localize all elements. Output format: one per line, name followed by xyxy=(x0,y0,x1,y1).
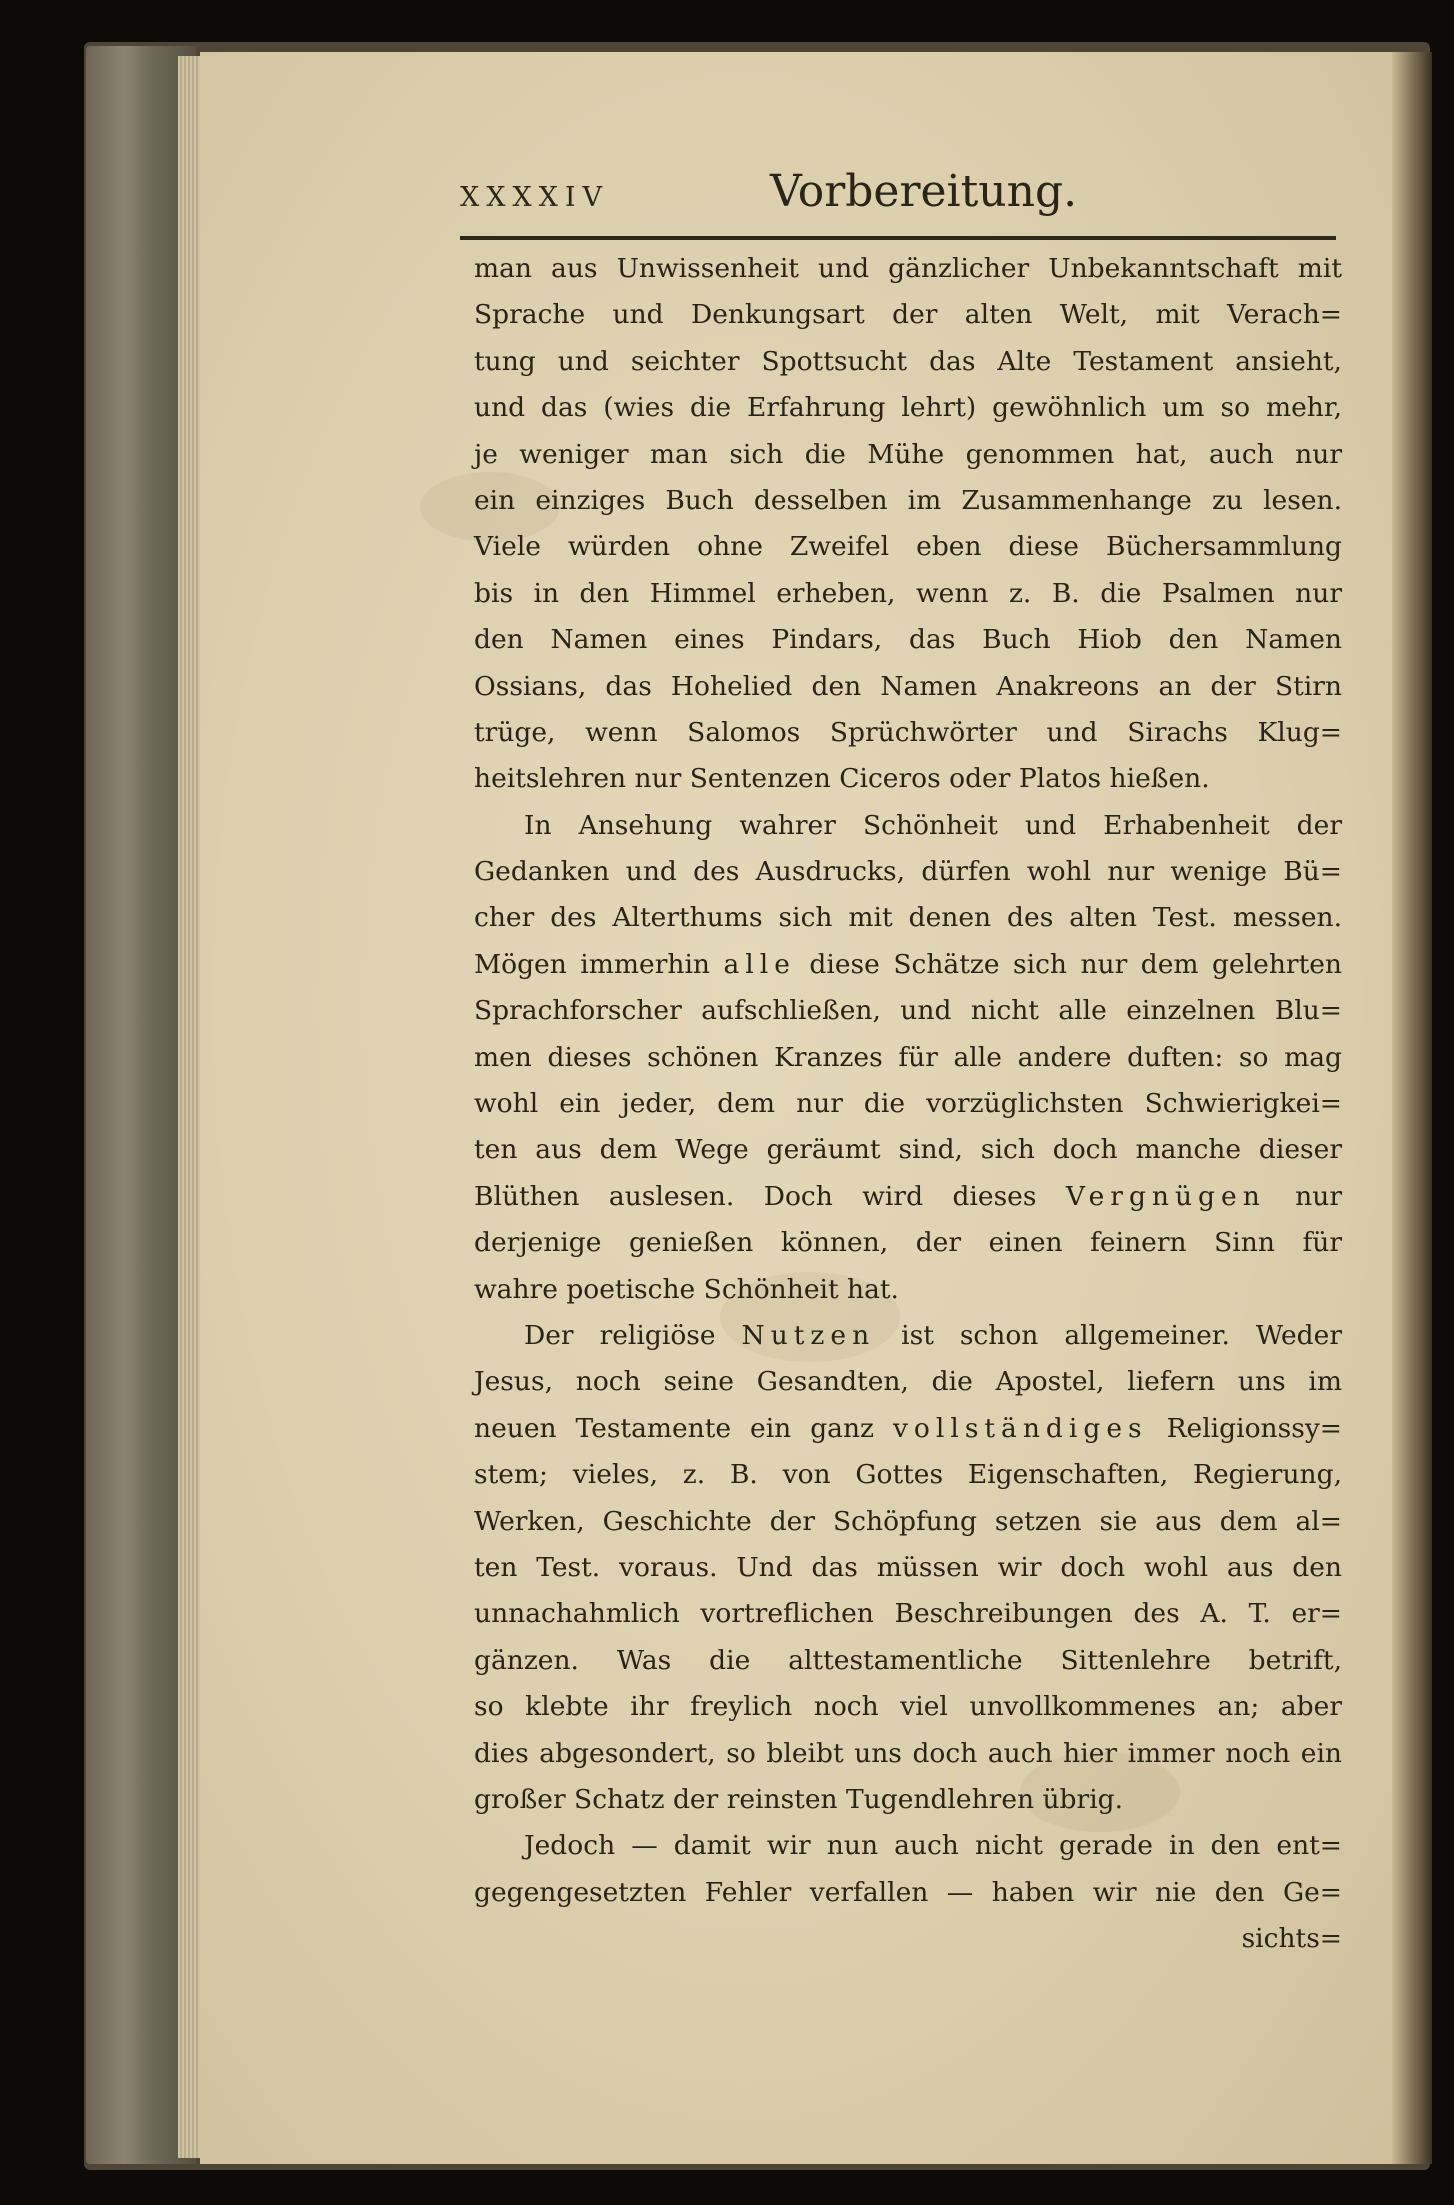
text-line: tung und seichter Spottsucht das Alte Testament ansieht, xyxy=(474,345,1342,377)
text-line xyxy=(474,1406,1342,1452)
text-run: neuen Testamente ein ganz xyxy=(474,1412,893,1444)
page-gutter-shadow xyxy=(1392,52,1432,2164)
header-rule xyxy=(460,236,1336,240)
text-line: und das (wies die Erfahrung lehrt) gewöhnlich um so mehr, xyxy=(474,392,1342,424)
text-line: Sprache und Denkungsart der alten Welt, mit Verach= xyxy=(474,299,1342,331)
text-run: Religionssy= xyxy=(1147,1412,1342,1444)
running-head: Vorbereitung. xyxy=(770,166,1078,217)
text-line: den Namen eines Pindars, das Buch Hiob den Namen xyxy=(474,624,1342,656)
text-line: so klebte ihr freylich noch viel unvollkommenes an; aber xyxy=(474,1691,1342,1723)
paragraph-start-line: In Ansehung wahrer Schönheit und Erhabenheit der xyxy=(524,809,1342,841)
text-run: Der religiöse xyxy=(524,1319,742,1351)
emphasized-word: Vergnügen xyxy=(1065,1180,1266,1212)
page-number: XXXXIV xyxy=(460,182,610,213)
text-run: ist schon allgemeiner. Weder xyxy=(875,1319,1342,1351)
paragraph-start-line xyxy=(474,1313,1342,1359)
catchword: sichts= xyxy=(1241,1923,1342,1955)
text-line: unnachahmlich vortreflichen Beschreibungen des A. T. er= xyxy=(474,1598,1342,1630)
paragraph-start-line: Jedoch — damit wir nun auch nicht gerade in den ent= xyxy=(524,1830,1342,1862)
body-text xyxy=(474,246,1342,1962)
text-run: diese Schätze sich nur dem gelehrten xyxy=(795,948,1342,980)
text-line xyxy=(474,942,1342,988)
text-line: gegengesetzten Fehler verfallen — haben wir nie den Ge= xyxy=(474,1876,1342,1908)
text-line: je weniger man sich die Mühe genommen hat, auch nur xyxy=(474,438,1342,470)
emphasized-word: Nutzen xyxy=(741,1319,876,1351)
text-line: bis in den Himmel erheben, wenn z. B. die Psalmen nur xyxy=(474,577,1342,609)
text-line: man aus Unwissenheit und gänzlicher Unbekanntschaft mit xyxy=(474,253,1342,284)
text-line: Gedanken und des Ausdrucks, dürfen wohl nur wenige Bü= xyxy=(474,856,1342,888)
text-run: nur xyxy=(1265,1180,1342,1212)
text-line: derjenige genießen können, der einen feinern Sinn für xyxy=(474,1227,1342,1259)
text-line: dies abgesondert, so bleibt uns doch auch hier immer noch ein xyxy=(474,1737,1342,1769)
text-line: wohl ein jeder, dem nur die vorzüglichsten Schwierigkei= xyxy=(474,1088,1342,1120)
text-line: wahre poetische Schönheit hat. xyxy=(474,1273,899,1305)
text-line: ten aus dem Wege geräumt sind, sich doch manche dieser xyxy=(474,1134,1342,1166)
emphasized-word: vollständiges xyxy=(892,1412,1148,1444)
text-run: Blüthen auslesen. Doch wird dieses xyxy=(474,1180,1066,1212)
text-run: Mögen immerhin xyxy=(474,948,724,980)
text-line: Ossians, das Hohelied den Namen Anakreons an der Stirn xyxy=(474,670,1342,702)
text-line: ein einziges Buch desselben im Zusammenhange zu lesen. xyxy=(474,484,1342,516)
text-line: heitslehren nur Sentenzen Ciceros oder Platos hießen. xyxy=(474,763,1210,795)
text-line: cher des Alterthums sich mit denen des alten Test. messen. xyxy=(474,902,1342,934)
text-line: großer Schatz der reinsten Tugendlehren übrig. xyxy=(474,1783,1124,1815)
text-line: Werken, Geschichte der Schöpfung setzen sie aus dem al= xyxy=(474,1505,1342,1537)
text-line: Jesus, noch seine Gesandten, die Apostel, liefern uns im xyxy=(474,1366,1342,1398)
text-line: men dieses schönen Kranzes für alle andere duften: so mag xyxy=(474,1041,1342,1073)
text-line: Viele würden ohne Zweifel eben diese Büchersammlung xyxy=(474,531,1342,563)
page-header xyxy=(460,166,1340,230)
text-line: ten Test. voraus. Und das müssen wir doch wohl aus den xyxy=(474,1551,1342,1583)
text-line: trüge, wenn Salomos Sprüchwörter und Sirachs Klug= xyxy=(474,716,1342,748)
text-line: gänzen. Was die alttestamentliche Sittenlehre betrift, xyxy=(474,1644,1342,1676)
emphasized-word: alle xyxy=(723,948,796,980)
text-line: Sprachforscher aufschließen, und nicht alle einzelnen Blu= xyxy=(474,995,1342,1027)
text-line: stem; vieles, z. B. von Gottes Eigenschaften, Regierung, xyxy=(474,1459,1342,1491)
text-line xyxy=(474,1174,1342,1220)
